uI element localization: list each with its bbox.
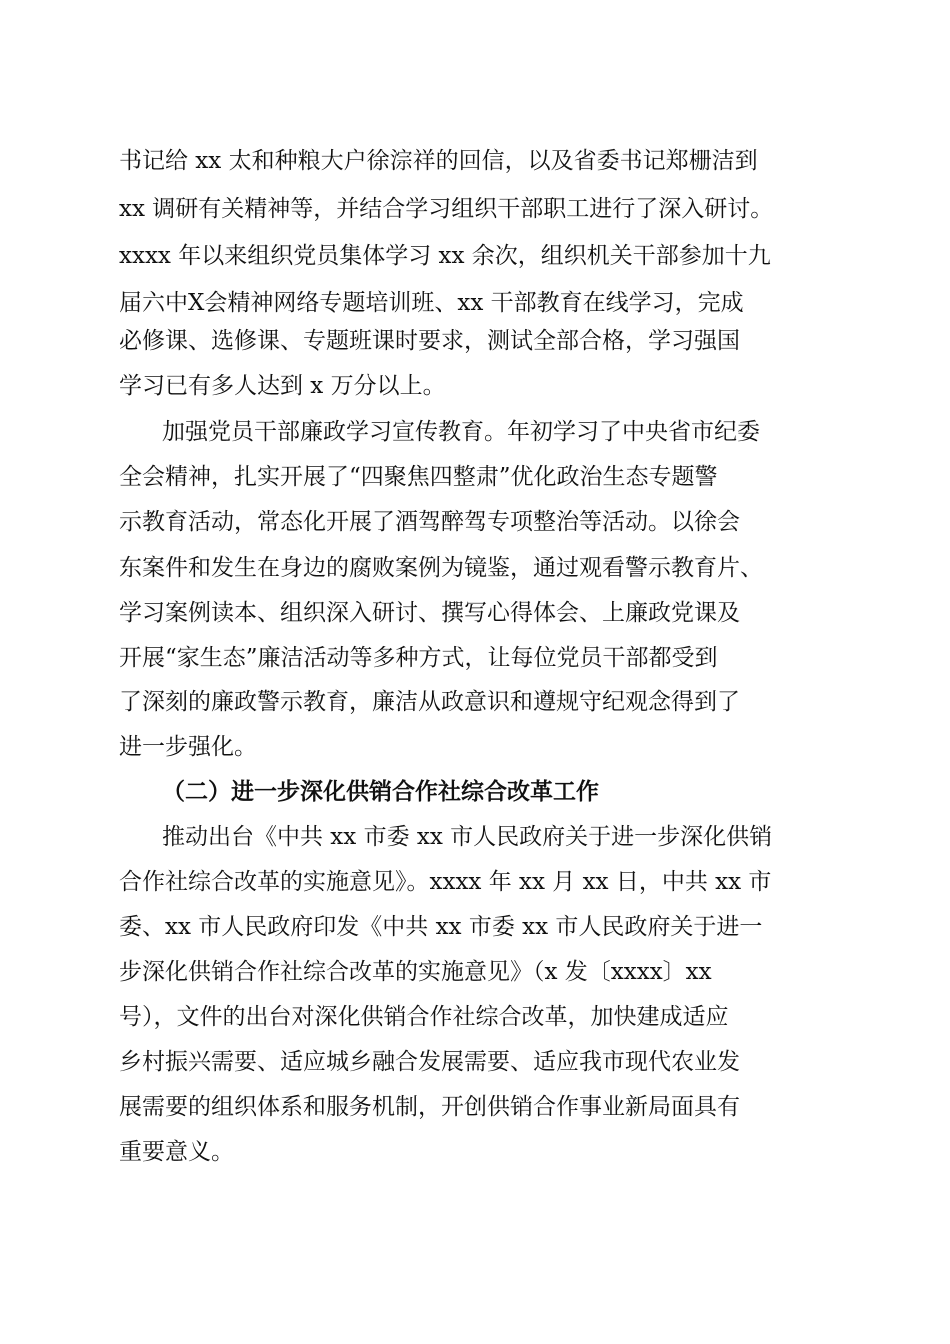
text-line: 学习已有多人达到 x 万分以上。 — [119, 373, 446, 399]
text-line: 届六中Ⅹ会精神网络专题培训班、xx 干部教育在线学习，完成 — [119, 290, 744, 316]
text-line: 书记给 xx 太和种粮大户徐淙祥的回信，以及省委书记郑栅洁到 — [119, 148, 758, 174]
text-line: 示教育活动，常态化开展了酒驾醉驾专项整治等活动。以徐会 — [119, 509, 740, 535]
text-line: 步深化供销合作社综合改革的实施意见》（x 发〔xxxx〕xx — [119, 959, 712, 985]
text-line: 乡村振兴需要、适应城乡融合发展需要、适应我市现代农业发 — [119, 1049, 740, 1075]
text-line: 学习案例读本、组织深入研讨、撰写心得体会、上廉政党课及 — [119, 600, 740, 626]
text-line: 东案件和发生在身边的腐败案例为镜鉴，通过观看警示教育片、 — [119, 555, 763, 581]
text-line: 开展“家生态”廉洁活动等多种方式，让每位党员干部都受到 — [119, 645, 718, 671]
text-line: 委、xx 市人民政府印发《中共 xx 市委 xx 市人民政府关于进一 — [119, 914, 763, 940]
text-line: 了深刻的廉政警示教育，廉洁从政意识和遵规守纪观念得到了 — [119, 689, 740, 715]
paragraph-start-line: 加强党员干部廉政学习宣传教育。年初学习了中央省市纪委 — [162, 419, 760, 445]
paragraph-start-line: 推动出台《中共 xx 市委 xx 市人民政府关于进一步深化供销 — [162, 824, 773, 850]
text-line: 重要意义。 — [119, 1139, 234, 1165]
section-heading: （二）进一步深化供销合作社综合改革工作 — [162, 778, 599, 805]
text-line: 进一步强化。 — [119, 734, 257, 760]
text-line: 合作社综合改革的实施意见》。xxxx 年 xx 月 xx 日，中共 xx 市 — [119, 869, 772, 895]
text-line: 全会精神，扎实开展了“四聚焦四整肃”优化政治生态专题警 — [119, 464, 718, 490]
text-line: xxxx 年以来组织党员集体学习 xx 余次，组织机关干部参加十九 — [119, 243, 771, 269]
text-line: 展需要的组织体系和服务机制，开创供销合作事业新局面具有 — [119, 1094, 740, 1120]
text-line: 必修课、选修课、专题班课时要求，测试全部合格，学习强国 — [119, 328, 740, 354]
text-line: xx 调研有关精神等，并结合学习组织干部职工进行了深入研讨。 — [119, 196, 774, 222]
text-line: 号），文件的出台对深化供销合作社综合改革，加快建成适应 — [119, 1004, 729, 1030]
